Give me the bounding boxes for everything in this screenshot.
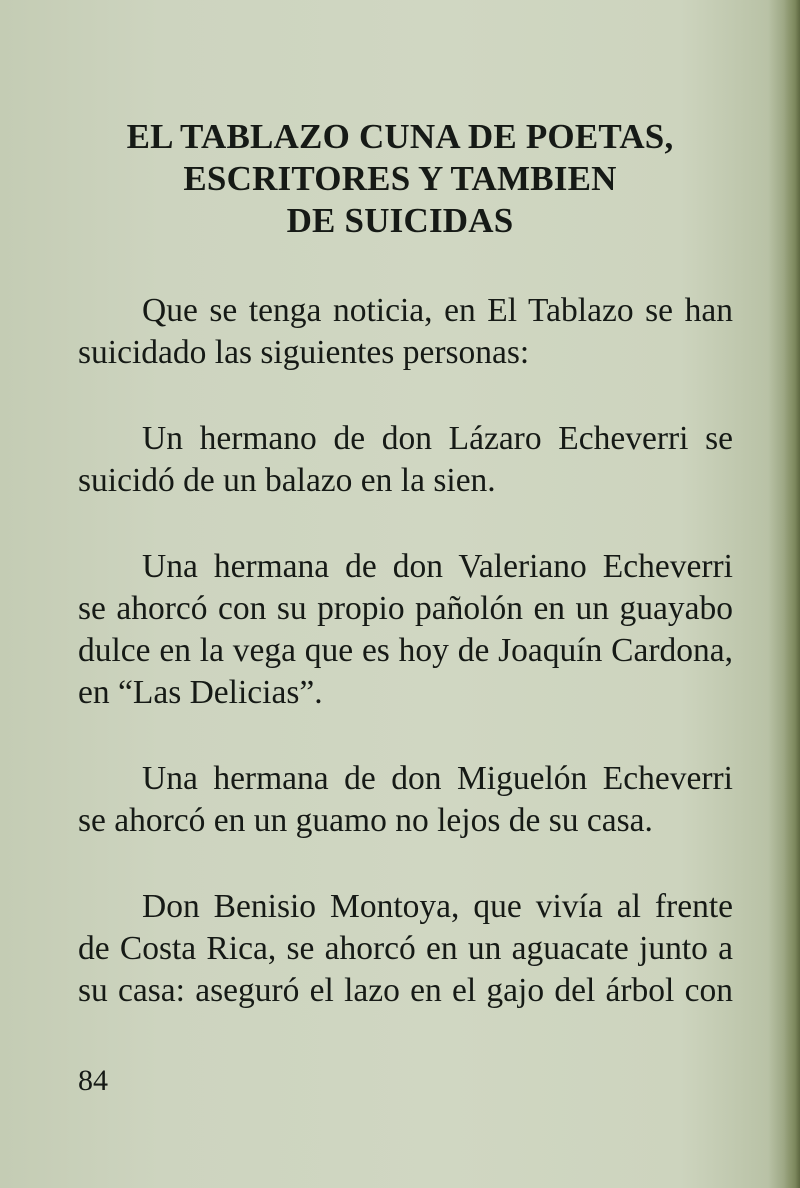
paragraph-4-line-1: Una hermana de don Miguelón Echeverri — [142, 760, 733, 797]
chapter-title-line-2: ESCRITORES Y TAMBIEN — [183, 159, 617, 198]
chapter-title-line-1: EL TABLAZO CUNA DE POETAS, — [126, 117, 674, 156]
paragraph-3-line-3: dulce en la vega que es hoy de Joaquín Cardona, — [78, 632, 733, 669]
paragraph-1-line-2: suicidado las siguientes personas: — [78, 334, 530, 371]
page-number: 84 — [78, 1064, 108, 1097]
paragraph-3-line-2: se ahorcó con su propio pañolón en un guayabo — [78, 590, 733, 627]
paragraph-4-line-2: se ahorcó en un guamo no lejos de su casa. — [78, 802, 653, 839]
paragraph-5-line-3: su casa: aseguró el lazo en el gajo del árbol con — [78, 972, 733, 1009]
paragraph-3-line-4: en “Las Delicias”. — [78, 674, 323, 711]
paragraph-5-line-1: Don Benisio Montoya, que vivía al frente — [142, 888, 733, 925]
paragraph-3-line-1: Una hermana de don Valeriano Echeverri — [142, 548, 733, 585]
paragraph-5-line-2: de Costa Rica, se ahorcó en un aguacate junto a — [78, 930, 733, 967]
paragraph-2-line-2: suicidó de un balazo en la sien. — [78, 462, 496, 499]
paragraph-1-line-1: Que se tenga noticia, en El Tablazo se han — [142, 292, 733, 329]
chapter-title-line-3: DE SUICIDAS — [286, 201, 514, 240]
paragraph-2-line-1: Un hermano de don Lázaro Echeverri se — [142, 420, 733, 457]
